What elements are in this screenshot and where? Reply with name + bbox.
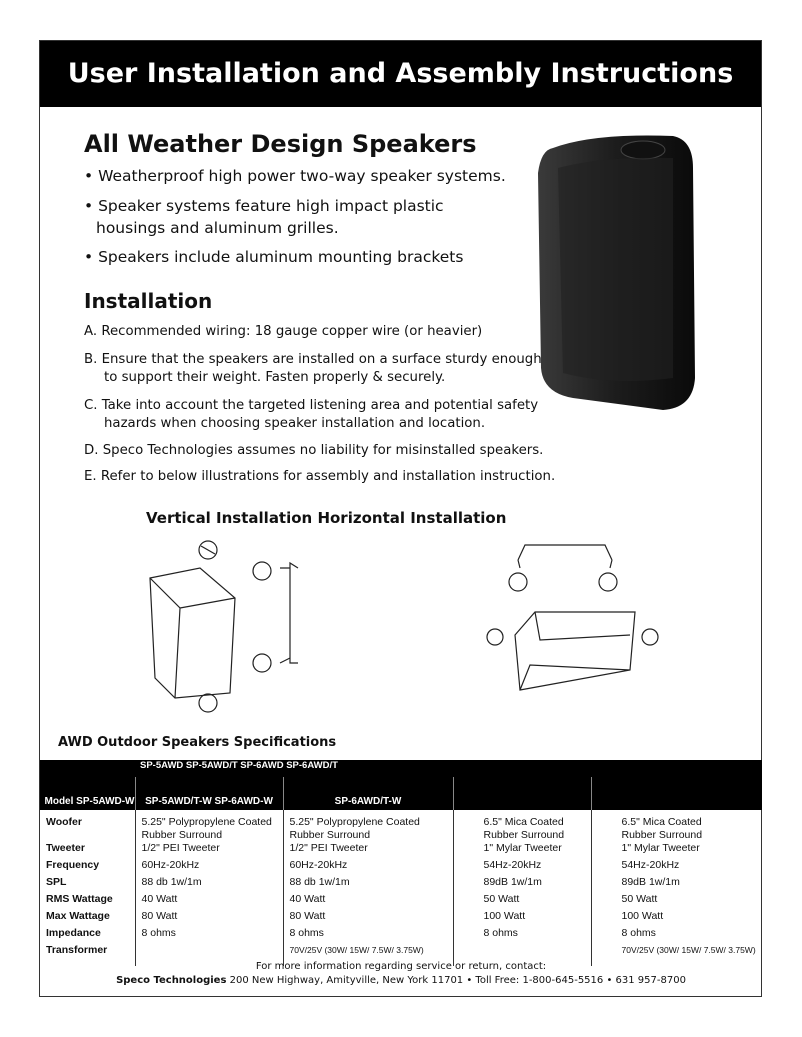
- cell: [453, 893, 591, 910]
- col-header: SP-5AWD/T-W SP-6AWD-W: [135, 777, 283, 810]
- cell: [591, 910, 762, 927]
- cell-value: 100 Watt: [621, 910, 664, 922]
- table-row: [40, 876, 762, 893]
- table-row: [40, 859, 762, 876]
- cell: [283, 842, 453, 859]
- cell: [453, 910, 591, 927]
- cell-value: 70V/25V (30W/ 15W/ 7.5W/ 3.75W): [289, 945, 424, 955]
- cell-value: 1" Mylar Tweeter: [483, 842, 562, 854]
- row-label: Max Wattage: [46, 910, 110, 922]
- cell: [591, 810, 762, 842]
- cell: [135, 910, 283, 927]
- footer-line1: For more information regarding service or return, contact:: [255, 961, 547, 972]
- col-header: [591, 777, 762, 810]
- cell: [283, 810, 453, 842]
- row-label: Impedance: [46, 927, 101, 939]
- installation-heading: Installation: [84, 289, 213, 313]
- cell: [591, 927, 762, 944]
- cell: [135, 876, 283, 893]
- cell: [591, 893, 762, 910]
- footer-line2: [40, 975, 762, 986]
- specs-table: [40, 760, 762, 966]
- cell-value: 5.25" Polypropylene Coated: [289, 816, 420, 828]
- row-label: Frequency: [46, 859, 100, 871]
- cell: [283, 876, 453, 893]
- instruction-cont: to support their weight. Fasten properly & securely.: [104, 370, 446, 385]
- col-header: Model SP-5AWD-W: [40, 777, 135, 810]
- cell-value: Rubber Surround: [141, 829, 223, 841]
- cell-value: 40 Watt: [289, 893, 326, 905]
- cell-value: 1/2" PEI Tweeter: [289, 842, 368, 854]
- table-row: [40, 910, 762, 927]
- cell-value: 60Hz-20kHz: [141, 859, 200, 871]
- specs-title: AWD Outdoor Speakers Specifications: [58, 735, 337, 750]
- cell: [135, 810, 283, 842]
- cell-value: 54Hz-20kHz: [621, 859, 680, 871]
- cell: [135, 842, 283, 859]
- bullet-cont: housings and aluminum grilles.: [96, 219, 339, 237]
- cell-value: 1/2" PEI Tweeter: [141, 842, 220, 854]
- instruction: D. Speco Technologies assumes no liability for misinstalled speakers.: [84, 443, 544, 458]
- cell-value: 89dB 1w/1m: [483, 876, 542, 888]
- cell-value: 1" Mylar Tweeter: [621, 842, 700, 854]
- table-row: [40, 893, 762, 910]
- cell-value: 8 ohms: [621, 927, 656, 939]
- row-label: RMS Wattage: [46, 893, 113, 905]
- horizontal-installation-diagram: [480, 540, 670, 705]
- cell: [283, 910, 453, 927]
- row-label: Woofer: [46, 816, 82, 828]
- cell-value: 70V/25V (30W/ 15W/ 7.5W/ 3.75W): [621, 945, 756, 955]
- col-header: SP-6AWD/T-W: [283, 777, 453, 810]
- cell: [135, 927, 283, 944]
- cell-value: 6.5" Mica Coated: [483, 816, 564, 828]
- cell-value: Rubber Surround: [483, 829, 565, 841]
- cell: [453, 927, 591, 944]
- cell-value: 50 Watt: [483, 893, 520, 905]
- cell: [453, 859, 591, 876]
- cell-value: Rubber Surround: [289, 829, 371, 841]
- cell-value: Rubber Surround: [621, 829, 703, 841]
- cell-value: 100 Watt: [483, 910, 526, 922]
- cell-value: 5.25" Polypropylene Coated: [141, 816, 272, 828]
- row-label: Tweeter: [46, 842, 85, 854]
- cell-value: 80 Watt: [289, 910, 326, 922]
- instruction: E. Refer to below illustrations for assembly and installation instruction.: [84, 469, 556, 484]
- table-row: [40, 842, 762, 859]
- speaker-image: [533, 128, 698, 413]
- instruction: B. Ensure that the speakers are installed on a surface sturdy enough: [84, 352, 542, 367]
- cell: [591, 842, 762, 859]
- bullet: • Speakers include aluminum mounting brackets: [84, 248, 464, 266]
- company-name: Speco Technologies: [116, 975, 227, 986]
- cell-value: 80 Watt: [141, 910, 178, 922]
- cell: [453, 876, 591, 893]
- cell: [453, 842, 591, 859]
- header-top: SP-5AWD SP-5AWD/T SP-6AWD SP-6AWD/T: [40, 760, 762, 777]
- cell: [591, 876, 762, 893]
- intro-heading: All Weather Design Speakers: [84, 130, 477, 158]
- contact-info: 200 New Highway, Amityville, New York 11701 • Toll Free: 1-800-645-5516 • 631 957-8700: [226, 975, 686, 986]
- cell-value: 88 db 1w/1m: [141, 876, 202, 888]
- cell-value: 8 ohms: [141, 927, 176, 939]
- cell-value: 40 Watt: [141, 893, 178, 905]
- cell-value: 89dB 1w/1m: [621, 876, 680, 888]
- cell: [283, 859, 453, 876]
- cell-value: 8 ohms: [483, 927, 518, 939]
- cell: [135, 893, 283, 910]
- cell-value: 8 ohms: [289, 927, 324, 939]
- row-label: SPL: [46, 876, 67, 888]
- cell-value: 54Hz-20kHz: [483, 859, 542, 871]
- illustration-caption: Vertical Installation Horizontal Installation: [146, 509, 507, 527]
- instruction: C. Take into account the targeted listening area and potential safety: [84, 398, 539, 413]
- cell-value: 60Hz-20kHz: [289, 859, 348, 871]
- cell: [283, 927, 453, 944]
- table-row: [40, 810, 762, 842]
- bullet: • Weatherproof high power two-way speaker systems.: [84, 167, 506, 185]
- page-title: User Installation and Assembly Instructions: [40, 41, 761, 107]
- instruction-cont: hazards when choosing speaker installation and location.: [104, 416, 486, 431]
- cell: [135, 859, 283, 876]
- vertical-installation-diagram: [140, 538, 310, 716]
- row-label: Transformer: [46, 944, 108, 956]
- col-header: [453, 777, 591, 810]
- bullet: • Speaker systems feature high impact plastic: [84, 197, 444, 215]
- cell: [283, 893, 453, 910]
- cell: [453, 810, 591, 842]
- cell-value: 6.5" Mica Coated: [621, 816, 702, 828]
- cell-value: 88 db 1w/1m: [289, 876, 350, 888]
- table-row: [40, 927, 762, 944]
- instruction: A. Recommended wiring: 18 gauge copper wire (or heavier): [84, 324, 483, 339]
- cell-value: 50 Watt: [621, 893, 658, 905]
- cell: [591, 859, 762, 876]
